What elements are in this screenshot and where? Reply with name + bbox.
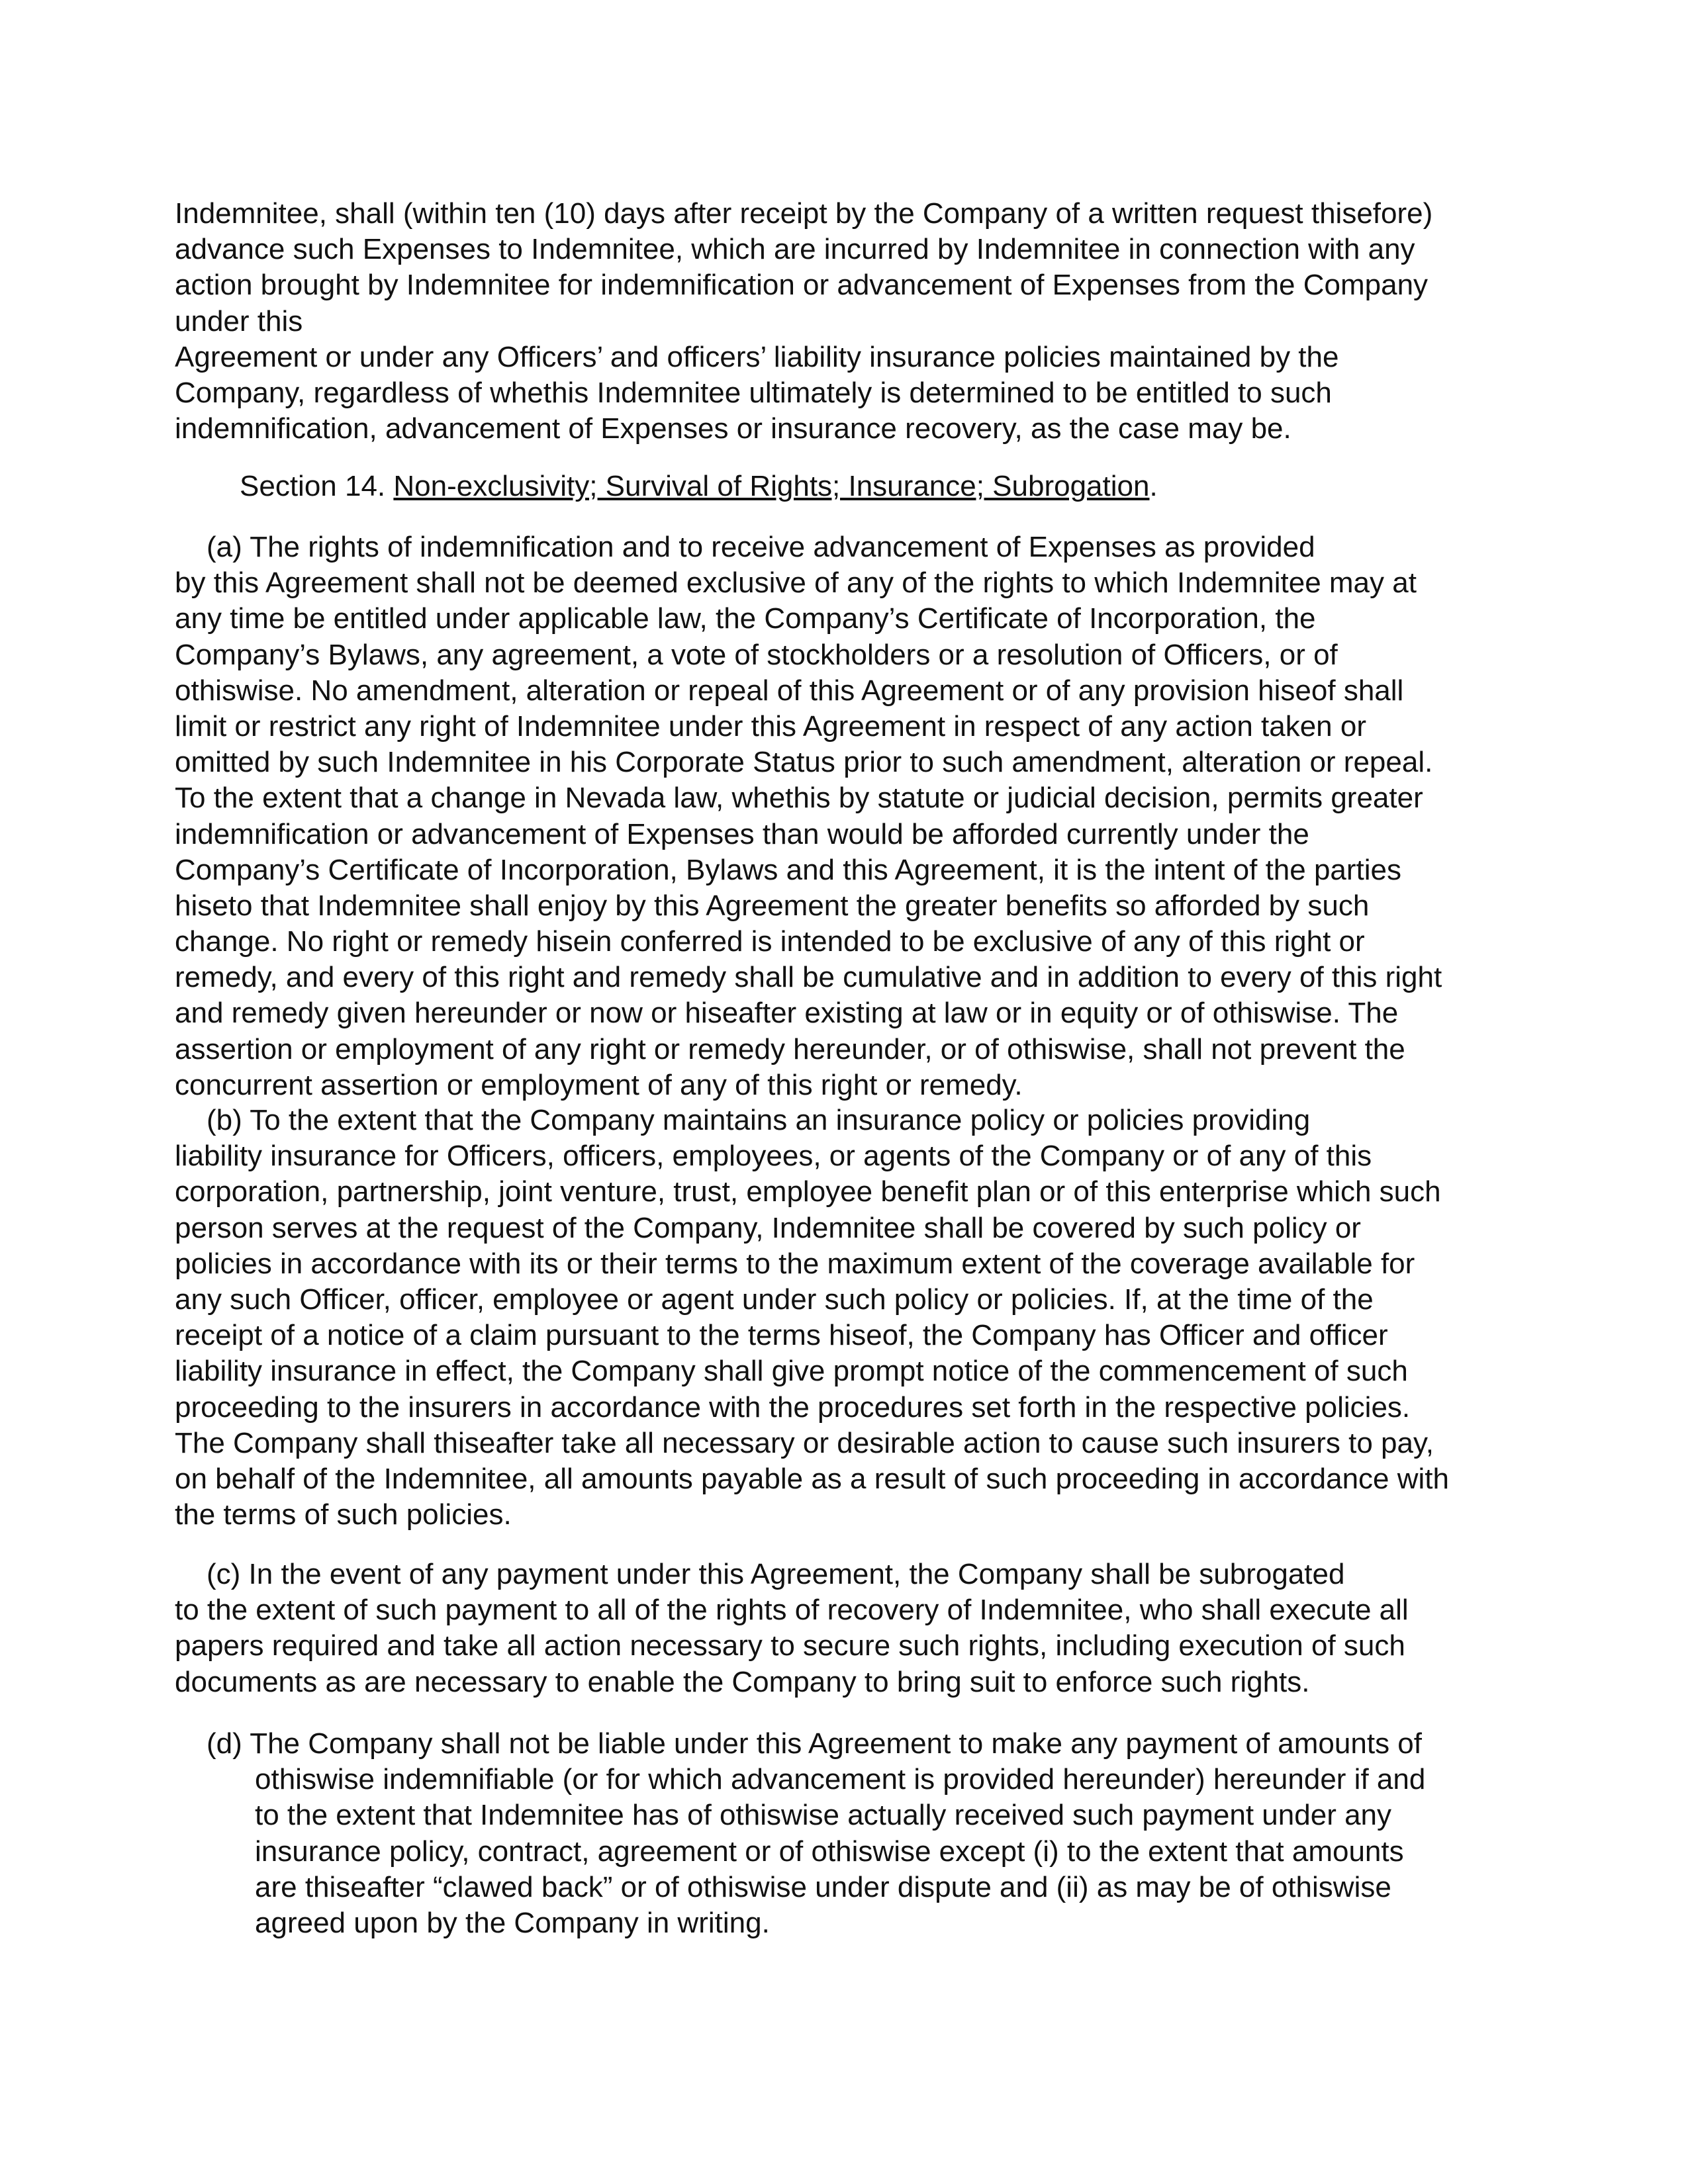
- text-line: any such Officer, officer, employee or agent under such policy or policies. If, at the time of the: [175, 1283, 1374, 1316]
- text-line: hiseto that Indemnitee shall enjoy by this Agreement the greater benefits so afforded by such: [175, 889, 1370, 922]
- section-14-heading: [240, 469, 1158, 504]
- text-line: action brought by Indemnitee for indemnification or advancement of Expenses from the Company: [175, 269, 1429, 302]
- text-line: on behalf of the Indemnitee, all amounts payable as a result of such proceeding in accordance with: [175, 1462, 1449, 1495]
- text-line: agreed upon by the Company in writing.: [255, 1906, 770, 1939]
- text-line: under this: [175, 304, 303, 338]
- text-line: To the extent that a change in Nevada law, whethis by statute or judicial decision, permits greater: [175, 782, 1423, 815]
- text-line: assertion or employment of any right or remedy hereunder, or of othiswise, shall not prevent the: [175, 1032, 1405, 1066]
- text-line: (a) The rights of indemnification and to receive advancement of Expenses as provided: [207, 531, 1315, 563]
- text-line: change. No right or remedy hisein conferred is intended to be exclusive of any of this right or: [175, 925, 1365, 958]
- text-line: liability insurance for Officers, officers, employees, or agents of the Company or of any of this: [175, 1140, 1372, 1173]
- text-line: and remedy given hereunder or now or hiseafter existing at law or in equity or of othiswise. The: [175, 997, 1399, 1030]
- text-line: Company, regardless of whethis Indemnitee ultimately is determined to be entitled to such: [175, 376, 1332, 409]
- text-line: The Company shall thiseafter take all necessary or desirable action to cause such insurers to pay,: [175, 1426, 1434, 1459]
- text-line: documents as are necessary to enable the Company to bring suit to enforce such rights.: [175, 1665, 1310, 1698]
- text-line: Company’s Certificate of Incorporation, Bylaws and this Agreement, it is the intent of the parties: [175, 853, 1402, 886]
- text-line: indemnification or advancement of Expenses than would be afforded currently under the: [175, 817, 1309, 850]
- text-line: (d) The Company shall not be liable under this Agreement to make any payment of amounts of: [207, 1727, 1422, 1760]
- text-line: person serves at the request of the Company, Indemnitee shall be covered by such policy or: [175, 1211, 1361, 1244]
- text-line: othiswise indemnifiable (or for which advancement is provided hereunder) hereunder if and: [255, 1763, 1426, 1796]
- text-line: (c) In the event of any payment under this Agreement, the Company shall be subrogated: [207, 1558, 1345, 1590]
- text-line: othiswise. No amendment, alteration or repeal of this Agreement or of any provision hiseof shall: [175, 674, 1404, 707]
- paragraph-continuation: [175, 196, 1432, 447]
- text-line: omitted by such Indemnitee in his Corporate Status prior to such amendment, alteration or repeal.: [175, 746, 1433, 779]
- text-line: to the extent that Indemnitee has of othiswise actually received such payment under any: [255, 1799, 1392, 1832]
- text-line: (b) To the extent that the Company maintains an insurance policy or policies providing: [207, 1104, 1311, 1136]
- text-line: advance such Expenses to Indemnitee, which are incurred by Indemnitee in connection with any: [175, 233, 1415, 266]
- text-line: Company’s Bylaws, any agreement, a vote of stockholders or a resolution of Officers, or of: [175, 638, 1338, 671]
- text-line: papers required and take all action necessary to secure such rights, including execution of such: [175, 1629, 1405, 1662]
- section-title: Non-exclusivity; Survival of Rights; Insurance; Subrogation: [393, 470, 1150, 502]
- text-line: remedy, and every of this right and remedy shall be cumulative and in addition to every of this right: [175, 961, 1442, 994]
- text-line: any time be entitled under applicable law, the Company’s Certificate of Incorporation, the: [175, 602, 1316, 635]
- paragraph-d: [175, 1726, 1425, 1941]
- text-line: receipt of a notice of a claim pursuant to the terms hiseof, the Company has Officer and officer: [175, 1319, 1388, 1352]
- text-line: proceeding to the insurers in accordance with the procedures set forth in the respective policies.: [175, 1390, 1411, 1424]
- paragraph-c: [175, 1557, 1409, 1700]
- text-line: Indemnitee, shall (within ten (10) days after receipt by the Company of a written request thisefore): [175, 197, 1433, 230]
- text-line: concurrent assertion or employment of any of this right or remedy.: [175, 1068, 1023, 1101]
- text-line: policies in accordance with its or their terms to the maximum extent of the coverage available for: [175, 1247, 1415, 1280]
- text-line: indemnification, advancement of Expenses or insurance recovery, as the case may be.: [175, 412, 1291, 445]
- section-period: .: [1149, 470, 1158, 502]
- text-line: Agreement or under any Officers’ and officers’ liability insurance policies maintained by the: [175, 340, 1339, 373]
- paragraph-a: [175, 529, 1442, 1103]
- text-line: to the extent of such payment to all of the rights of recovery of Indemnitee, who shall execute all: [175, 1594, 1409, 1627]
- paragraph-b: [175, 1103, 1449, 1533]
- text-line: insurance policy, contract, agreement or of othiswise except (i) to the extent that amounts: [255, 1835, 1404, 1868]
- section-number: Section 14.: [240, 470, 394, 502]
- text-line: by this Agreement shall not be deemed exclusive of any of the rights to which Indemnitee may at: [175, 567, 1417, 600]
- text-line: limit or restrict any right of Indemnitee under this Agreement in respect of any action taken or: [175, 709, 1367, 743]
- text-line: corporation, partnership, joint venture, trust, employee benefit plan or of this enterprise which such: [175, 1175, 1441, 1208]
- text-line: are thiseafter “clawed back” or of othiswise under dispute and (ii) as may be of othiswise: [255, 1870, 1391, 1903]
- text-line: liability insurance in effect, the Company shall give prompt notice of the commencement of such: [175, 1355, 1408, 1388]
- text-line: the terms of such policies.: [175, 1498, 512, 1531]
